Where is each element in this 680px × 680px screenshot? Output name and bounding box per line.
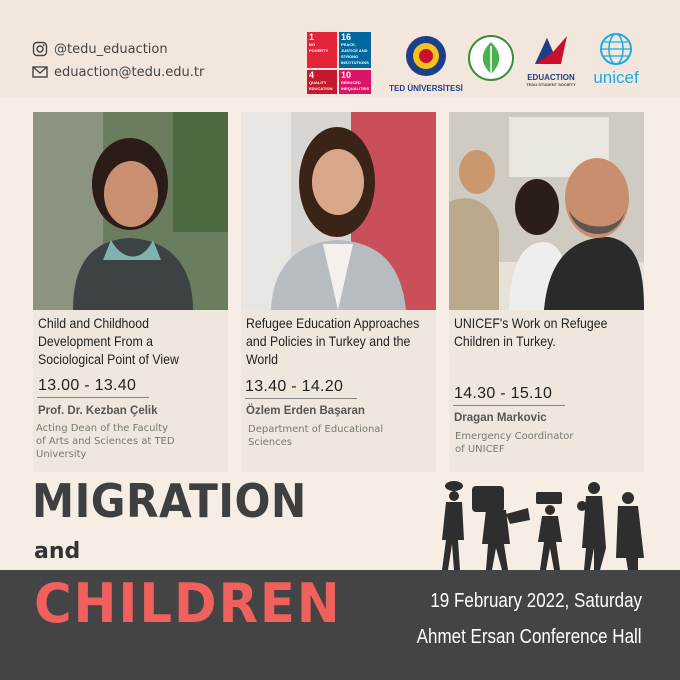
speaker-card-3 [449,112,644,472]
talk-title [246,314,431,368]
speaker-name: Dragan Markovic [454,412,547,424]
speaker-photo [241,112,436,310]
talk-title-line: Development From a [38,333,154,349]
headline-children: CHILDREN [34,572,342,635]
speaker-name: Özlem Erden Başaran [246,405,365,417]
speaker-name: Prof. Dr. Kezban Çelik [38,405,158,417]
headline-migration: MIGRATION [32,474,307,528]
sdg-label: PEACE, JUSTICE AND STRONG INSTITUTIONS [340,42,369,65]
talk-title-line: Sociological Point of View [38,351,179,367]
unicef-globe-icon [599,32,633,66]
eduaction-logo [523,34,579,87]
migrant-silhouettes-illustration [432,478,648,574]
talk-title-line: Child and Childhood [38,315,149,331]
speaker-role: Emergency Coordinator of UNICEF [455,431,574,455]
talk-title [454,314,639,350]
divider [453,405,565,406]
sdg-label: QUALITY EDUCATION [309,80,333,91]
talk-time: 13.40 - 14.20 [245,378,344,395]
sdg-label: NO POVERTY [309,42,329,53]
unicef-logo [586,32,646,88]
instagram-icon [32,41,48,57]
speaker-role: Acting Dean of the Faculty of Arts and Sciences at TED University [36,423,175,460]
divider [245,398,357,399]
talk-title [38,314,223,368]
instagram-handle: @tedu_eduaction [54,41,168,57]
ted-logo-text: TED ÜNİVERSİTESİ [389,84,463,93]
speaker-photo [33,112,228,310]
sdg-tile [307,70,337,94]
speaker-photo [449,112,644,310]
sdg-number: 4 [309,70,315,80]
eduaction-logo-subtext: TEDU STUDENT SOCIETY [526,82,576,87]
talk-title-line: Refugee Education Approaches [246,315,420,331]
talk-time: 13.00 - 13.40 [38,377,137,394]
speaker-card-1 [33,112,228,472]
email-address: eduaction@tedu.edu.tr [54,64,205,80]
event-date: 19 February 2022, Saturday [430,590,642,612]
divider [37,397,149,398]
green-leaf-logo-icon [467,34,515,82]
sdg-goals-grid [307,32,371,94]
sdg-label: REDUCED INEQUALITIES [340,80,369,91]
speaker-card-2 [241,112,436,472]
talk-time: 14.30 - 15.10 [454,385,553,402]
headline-and: and [34,539,81,564]
sdg-tile [307,32,337,68]
eduaction-logo-text: EDUACTION [527,73,575,82]
email-contact[interactable] [32,64,204,80]
eduaction-flag-icon [531,34,571,68]
speaker-role: Department of Educational Sciences [248,424,384,448]
ted-university-logo [386,34,466,93]
mail-icon [32,64,48,80]
sdg-tile [339,32,371,68]
talk-title-line: and Policies in Turkey and the [246,333,411,349]
ted-emblem-icon [404,34,448,78]
event-venue: Ahmet Ersan Conference Hall [417,626,642,648]
sdg-number: 10 [340,70,351,80]
instagram-contact[interactable] [32,41,168,57]
unicef-logo-text: unicef [593,68,639,87]
talk-title-line: Children in Turkey. [454,333,556,349]
sdg-tile [339,70,371,94]
sdg-number: 16 [340,32,351,42]
talk-title-line: World [246,351,278,367]
sdg-number: 1 [309,32,315,42]
talk-title-line: UNICEF's Work on Refugee [454,315,608,331]
